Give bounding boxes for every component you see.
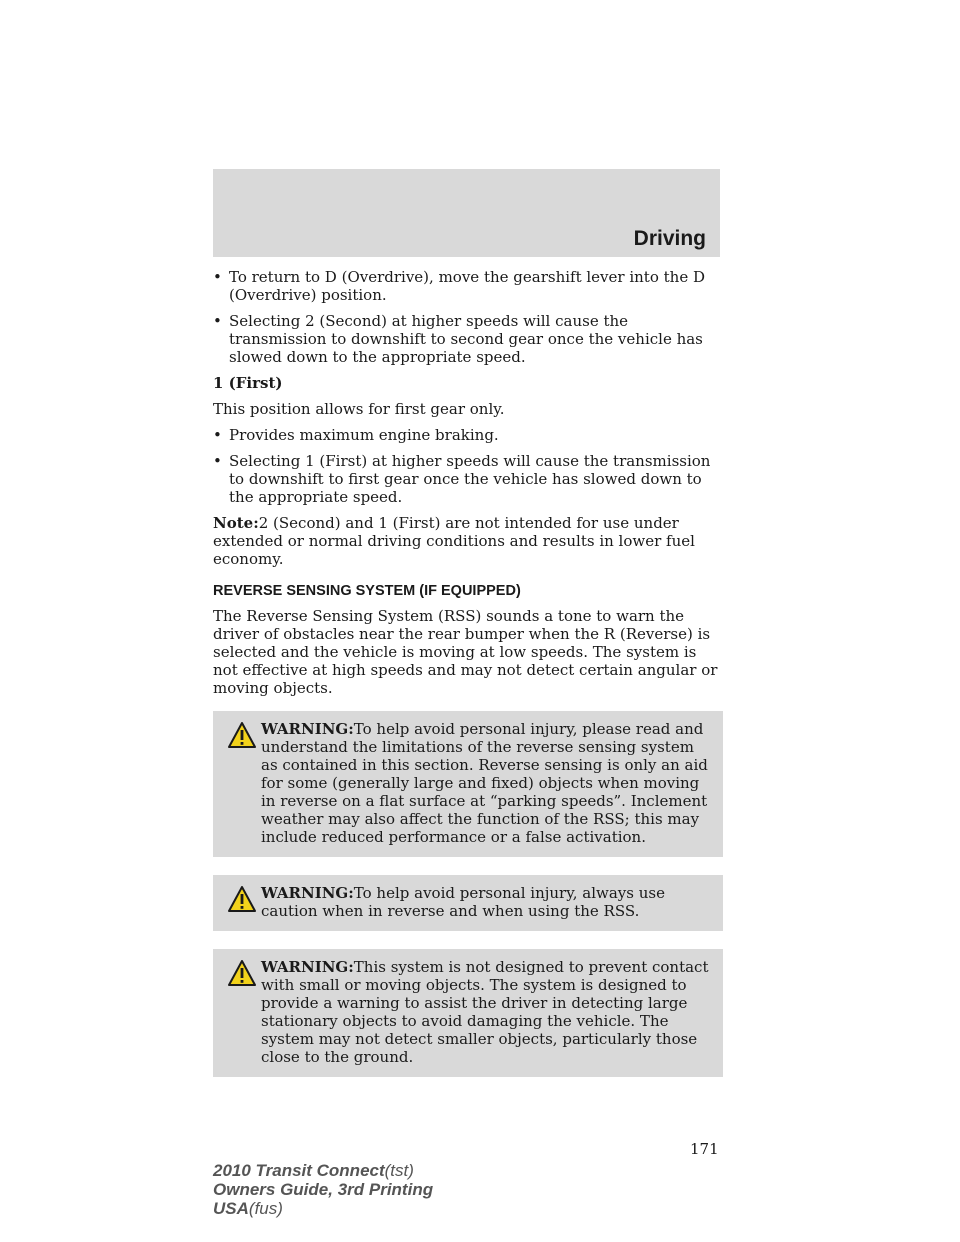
warning-triangle-icon: [227, 721, 257, 749]
warning-box: [213, 875, 723, 931]
warning-triangle-icon: [227, 959, 257, 987]
page-content: [213, 268, 723, 1095]
section-header: [213, 169, 720, 257]
first-gear-heading: 1 (First): [213, 374, 283, 392]
list-item-text: Selecting 2 (Second) at higher speeds will cause the transmission to downshift to second gear once the vehicle has slowed down to the appropriate speed.: [229, 312, 703, 366]
list-item-text: Provides maximum engine braking.: [229, 426, 499, 444]
warning-label: WARNING:: [261, 958, 354, 976]
list-item: [213, 268, 723, 304]
bullet-marker: •: [213, 268, 222, 286]
footer-model-code: (tst): [384, 1161, 414, 1180]
footer-line: [213, 1161, 433, 1180]
bullet-marker: •: [213, 452, 222, 470]
warning-label: WARNING:: [261, 720, 354, 738]
section-title: Driving: [633, 227, 706, 250]
list-item-text: Selecting 1 (First) at higher speeds will cause the transmission to downshift to first gear once the vehicle has slowed down to the appropriate speed.: [229, 452, 711, 506]
list-item: [213, 452, 723, 506]
warning-box: [213, 711, 723, 857]
footer-market-code: (fus): [248, 1199, 283, 1218]
warning-box: [213, 949, 723, 1077]
first-gear-intro: This position allows for first gear only.: [213, 400, 505, 418]
bullet-marker: •: [213, 426, 222, 444]
warning-text: [221, 884, 714, 920]
warning-body: This system is not designed to prevent contact with small or moving objects. The system is designed to provide a warning to assist the driver in detecting large stationary objects to avoid damaging the vehicle. The system may not detect smaller objects, particularly those close to the ground.: [261, 958, 709, 1066]
note-paragraph: [213, 514, 723, 568]
bullet-marker: •: [213, 312, 222, 330]
warning-text: [221, 958, 714, 1066]
warning-body: To help avoid personal injury, always use caution when in reverse and when using the RSS.: [261, 884, 665, 920]
warning-text: [221, 720, 714, 846]
rss-paragraph: The Reverse Sensing System (RSS) sounds a tone to warn the driver of obstacles near the rear bumper when the R (Reverse) is selected and the vehicle is moving at low speeds. The system is not effective at high speeds and may not detect certain angular or moving objects.: [213, 607, 718, 697]
warning-label: WARNING:: [261, 884, 354, 902]
page-number: 171: [690, 1140, 719, 1158]
footer: [213, 1161, 433, 1218]
note-text: 2 (Second) and 1 (First) are not intended for use under extended or normal driving conditions and results in lower fuel economy.: [213, 514, 695, 568]
footer-printing: Owners Guide, 3rd Printing: [213, 1180, 434, 1199]
warning-body: To help avoid personal injury, please read and understand the limitations of the reverse sensing system as contained in this section. Reverse sensing is only an aid for some (generally large and fixed) objects when moving in reverse on a flat surface at “parking speeds”. Inclement weather may also affect the function of the RSS; this may include reduced performance or a false activation.: [261, 720, 708, 846]
note-label: Note:: [213, 514, 259, 532]
list-item: [213, 312, 723, 366]
warning-triangle-icon: [227, 885, 257, 913]
rss-heading: REVERSE SENSING SYSTEM (IF EQUIPPED): [213, 583, 521, 599]
footer-line: [213, 1199, 433, 1218]
footer-model: 2010 Transit Connect: [213, 1161, 385, 1180]
list-item-text: To return to D (Overdrive), move the gearshift lever into the D (Overdrive) position.: [229, 268, 705, 304]
footer-market: USA: [213, 1199, 249, 1218]
list-item: [213, 426, 723, 444]
